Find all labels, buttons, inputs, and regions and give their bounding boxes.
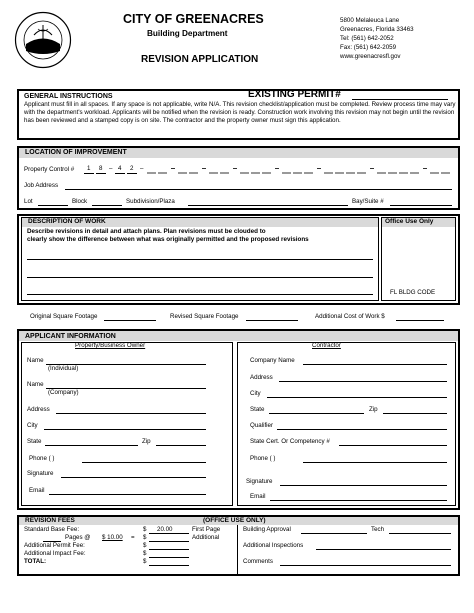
- contractor-state-input[interactable]: [269, 413, 364, 414]
- owner-email-label: Email: [29, 487, 45, 494]
- city-name: CITY OF GREENACRES: [123, 12, 264, 26]
- owner-address-label: Address: [27, 406, 50, 413]
- additional-cost-input[interactable]: [396, 320, 444, 321]
- additional-permit-dollar: $: [143, 542, 147, 549]
- owner-name-label: Name: [27, 357, 44, 364]
- bay-suite-label: Bay/Suite #: [352, 198, 384, 205]
- state-cert-label: State Cert. Or Competency #: [250, 438, 330, 445]
- contractor-address-label: Address: [250, 374, 273, 381]
- property-control-digit: 2: [130, 165, 134, 172]
- fax-number: Fax: (561) 642-2059: [340, 44, 397, 51]
- description-line[interactable]: [27, 277, 373, 278]
- office-use-label: Office Use Only: [385, 218, 434, 225]
- company-name-label: Company Name: [250, 357, 295, 364]
- website: www.greenacresfl.gov: [340, 53, 401, 60]
- revised-footage-label: Revised Square Footage: [170, 313, 239, 320]
- owner-zip-input[interactable]: [156, 445, 206, 446]
- comments-label: Comments: [243, 558, 273, 565]
- pages-label: Pages @: [65, 534, 91, 541]
- lot-input[interactable]: [38, 205, 68, 206]
- state-cert-input[interactable]: [339, 445, 447, 446]
- owner-signature-input[interactable]: [61, 477, 206, 478]
- general-instructions-heading: GENERAL INSTRUCTIONS: [24, 93, 113, 100]
- contractor-email-input[interactable]: [270, 500, 447, 501]
- additional-inspections-input[interactable]: [316, 549, 451, 550]
- building-approval-input[interactable]: [301, 533, 367, 534]
- contractor-zip-input[interactable]: [383, 413, 447, 414]
- standard-base-label: Standard Base Fee:: [24, 526, 80, 533]
- additional-impact-label: Additional Impact Fee:: [24, 550, 86, 557]
- pages-equals: =: [131, 534, 135, 541]
- block-label: Block: [72, 198, 88, 205]
- owner-address-input[interactable]: [56, 413, 206, 414]
- pages-rate: $ 10.00: [102, 534, 123, 541]
- block-input[interactable]: [92, 205, 122, 206]
- pages-total-input[interactable]: [149, 541, 189, 542]
- revised-footage-input[interactable]: [246, 320, 298, 321]
- tel-number: Tel: (561) 642-2052: [340, 35, 394, 42]
- additional-impact-input[interactable]: [149, 557, 189, 558]
- tech-input[interactable]: [389, 533, 451, 534]
- individual-label: (Individual): [48, 365, 79, 372]
- total-input[interactable]: [149, 565, 189, 566]
- owner-signature-label: Signature: [27, 470, 54, 477]
- subdivision-label: Subdivision/Plaza: [126, 198, 175, 205]
- owner-city-label: City: [27, 422, 38, 429]
- additional-permit-input[interactable]: [149, 549, 189, 550]
- address-line1: 5800 Melaleuca Lane: [340, 17, 400, 24]
- tech-label: Tech: [371, 526, 385, 533]
- additional-cost-label: Additional Cost of Work $: [315, 313, 385, 320]
- additional-label: Additional: [192, 534, 220, 541]
- first-page-label: First Page: [192, 526, 221, 533]
- owner-email-input[interactable]: [49, 494, 206, 495]
- contractor-city-input[interactable]: [267, 397, 447, 398]
- qualifier-label: Qualifier: [250, 422, 274, 429]
- owner-zip-label: Zip: [142, 438, 151, 445]
- description-line[interactable]: [27, 294, 373, 295]
- additional-inspections-label: Additional Inspections: [243, 542, 304, 549]
- owner-state-input[interactable]: [45, 445, 138, 446]
- department-name: Building Department: [147, 29, 228, 38]
- city-seal: [14, 11, 72, 69]
- owner-phone-input[interactable]: [82, 462, 206, 463]
- contractor-address-input[interactable]: [279, 381, 447, 382]
- standard-base-input[interactable]: [149, 533, 189, 534]
- property-control-digit: 8: [99, 165, 103, 172]
- company-name-input[interactable]: [303, 364, 447, 365]
- additional-impact-dollar: $: [143, 550, 147, 557]
- original-footage-input[interactable]: [104, 320, 156, 321]
- general-instructions-text: Applicant must fill in all spaces. If any space is not applicable, write N/A. This revision checklist/application must be completed. Review process time may vary with the department's workload. Applicants will be notified when the revision is ready. Construction work involving this revision may not begin until the revision has been reviewed and a stamped copy is on site. The contractor and the property owner must sign this application.: [24, 101, 456, 125]
- owner-city-input[interactable]: [44, 429, 206, 430]
- description-line[interactable]: [27, 259, 373, 260]
- standard-base-value: 20.00: [157, 526, 173, 533]
- contractor-zip-label: Zip: [369, 406, 378, 413]
- fl-bldg-code: FL BLDG CODE: [390, 289, 436, 296]
- location-heading: LOCATION OF IMPROVEMENT: [25, 149, 127, 156]
- company-label: (Company): [48, 389, 79, 396]
- qualifier-input[interactable]: [277, 429, 447, 430]
- contractor-email-label: Email: [250, 493, 266, 500]
- contractor-heading: Contractor: [312, 342, 341, 349]
- pages-dollar: $: [143, 534, 147, 541]
- subdivision-input[interactable]: [188, 205, 348, 206]
- address-line2: Greenacres, Florida 33463: [340, 26, 414, 33]
- description-instruction-2: clearly show the difference between what was originally permitted and the proposed revisions: [27, 236, 309, 243]
- owner-phone-label: Phone ( ): [29, 455, 55, 462]
- lot-label: Lot: [24, 198, 33, 205]
- form-title: REVISION APPLICATION: [141, 54, 259, 65]
- property-control-digit: 1: [87, 165, 91, 172]
- contractor-phone-input[interactable]: [303, 462, 447, 463]
- additional-permit-label: Additional Permit Fee:: [24, 542, 85, 549]
- job-address-label: Job Address: [24, 182, 59, 189]
- total-dollar: $: [143, 558, 147, 565]
- comments-input[interactable]: [280, 565, 451, 566]
- property-control-digit: 4: [118, 165, 122, 172]
- existing-permit-label: EXISTING PERMIT#: [248, 89, 341, 100]
- owner-company-name-label: Name: [27, 381, 44, 388]
- owner-state-label: State: [27, 438, 42, 445]
- description-instruction-1: Describe revisions in detail and attach plans. Plan revisions must be clouded to: [27, 228, 266, 235]
- original-footage-label: Original Square Footage: [30, 313, 98, 320]
- job-address-input[interactable]: [65, 189, 452, 190]
- existing-permit-input[interactable]: [352, 99, 448, 100]
- property-control-input[interactable]: 1 8 – 4 2 –: [83, 165, 453, 174]
- property-control-label: Property Control #: [24, 166, 75, 173]
- contractor-signature-input[interactable]: [280, 485, 447, 486]
- standard-base-dollar: $: [143, 526, 147, 533]
- contractor-state-label: State: [250, 406, 265, 413]
- building-approval-label: Building Approval: [243, 526, 291, 533]
- applicant-heading: APPLICANT INFORMATION: [25, 333, 116, 340]
- description-heading: DESCRIPTION OF WORK: [28, 218, 106, 225]
- fees-heading: REVISION FEES: [25, 517, 75, 524]
- contractor-city-label: City: [250, 390, 261, 397]
- contractor-signature-label: Signature: [246, 478, 273, 485]
- total-label: TOTAL:: [24, 558, 47, 565]
- contractor-phone-label: Phone ( ): [250, 455, 276, 462]
- property-control-blanks: [147, 165, 453, 174]
- owner-heading: Property/Business Owner: [75, 342, 146, 349]
- fees-office-use-label: (OFFICE USE ONLY): [203, 517, 266, 524]
- bay-suite-input[interactable]: [390, 205, 452, 206]
